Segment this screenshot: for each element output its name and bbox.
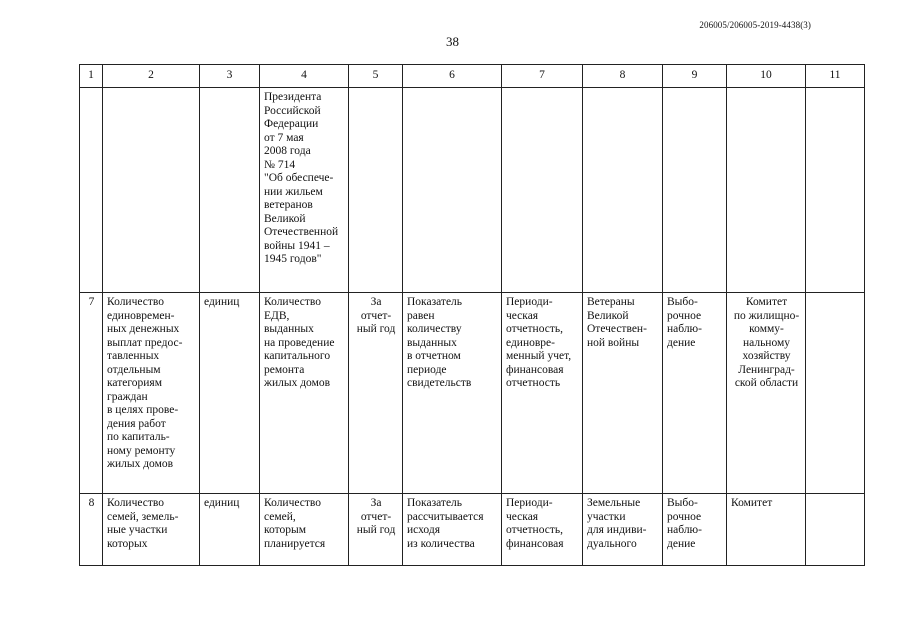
table-cell <box>806 293 865 494</box>
table-cell: Периоди- ческая отчетность, финансовая <box>502 494 583 566</box>
column-number: 7 <box>502 65 583 88</box>
table-cell: Земельные участки для индиви- дуального <box>583 494 663 566</box>
table-cell: Выбо- рочное наблю- дение <box>663 293 727 494</box>
table-row <box>80 293 865 494</box>
table-row <box>80 88 865 293</box>
table-cell <box>200 88 260 293</box>
column-number: 10 <box>727 65 806 88</box>
table-cell: Количество ЕДВ, выданных на проведение капитального ремонта жилых домов <box>260 293 349 494</box>
column-number: 6 <box>403 65 502 88</box>
table-cell <box>663 88 727 293</box>
page-number: 38 <box>446 34 459 49</box>
table-cell: Количество семей, которым планируется <box>260 494 349 566</box>
table-cell: Комитет <box>727 494 806 566</box>
column-number: 3 <box>200 65 260 88</box>
table-cell <box>349 88 403 293</box>
table-cell: Показатель равен количеству выданных в отчетном периоде свидетельств <box>403 293 502 494</box>
column-number-row <box>80 65 865 88</box>
column-number: 5 <box>349 65 403 88</box>
table-cell <box>502 88 583 293</box>
column-number: 4 <box>260 65 349 88</box>
column-number: 8 <box>583 65 663 88</box>
table-cell: Количество единовремен- ных денежных выплат предос- тавленных отдельным категориям граждан в целях прове- дения работ по капиталь- ному ремонту жилых домов <box>103 293 200 494</box>
table-cell <box>583 88 663 293</box>
column-number: 9 <box>663 65 727 88</box>
table-row <box>80 494 865 566</box>
document-table <box>79 64 865 566</box>
table-cell: единиц <box>200 293 260 494</box>
table-cell: Выбо- рочное наблю- дение <box>663 494 727 566</box>
column-number: 1 <box>80 65 103 88</box>
table-cell <box>403 88 502 293</box>
table-cell: единиц <box>200 494 260 566</box>
table-cell: Президента Российской Федерации от 7 мая 2008 года № 714 "Об обеспече- нии жильем ветеранов Великой Отечественной войны 1941 – 1945 годов" <box>260 88 349 293</box>
table-cell: За отчет- ный год <box>349 293 403 494</box>
table-cell: Ветераны Великой Отечествен- ной войны <box>583 293 663 494</box>
table-cell: 8 <box>80 494 103 566</box>
column-number: 2 <box>103 65 200 88</box>
table-cell <box>103 88 200 293</box>
table-cell <box>806 88 865 293</box>
table-cell <box>80 88 103 293</box>
table-cell: Показатель рассчитывается исходя из количества <box>403 494 502 566</box>
table-cell <box>806 494 865 566</box>
table-cell: Периоди- ческая отчетность, единовре- менный учет, финансовая отчетность <box>502 293 583 494</box>
table-cell: Количество семей, земель- ные участки которых <box>103 494 200 566</box>
table-cell: 7 <box>80 293 103 494</box>
table-cell: Комитет по жилищно- комму- нальному хозяйству Ленинград- ской области <box>727 293 806 494</box>
table-cell <box>727 88 806 293</box>
table-cell: За отчет- ный год <box>349 494 403 566</box>
column-number: 11 <box>806 65 865 88</box>
document-id: 206005/206005-2019-4438(3) <box>699 20 811 30</box>
